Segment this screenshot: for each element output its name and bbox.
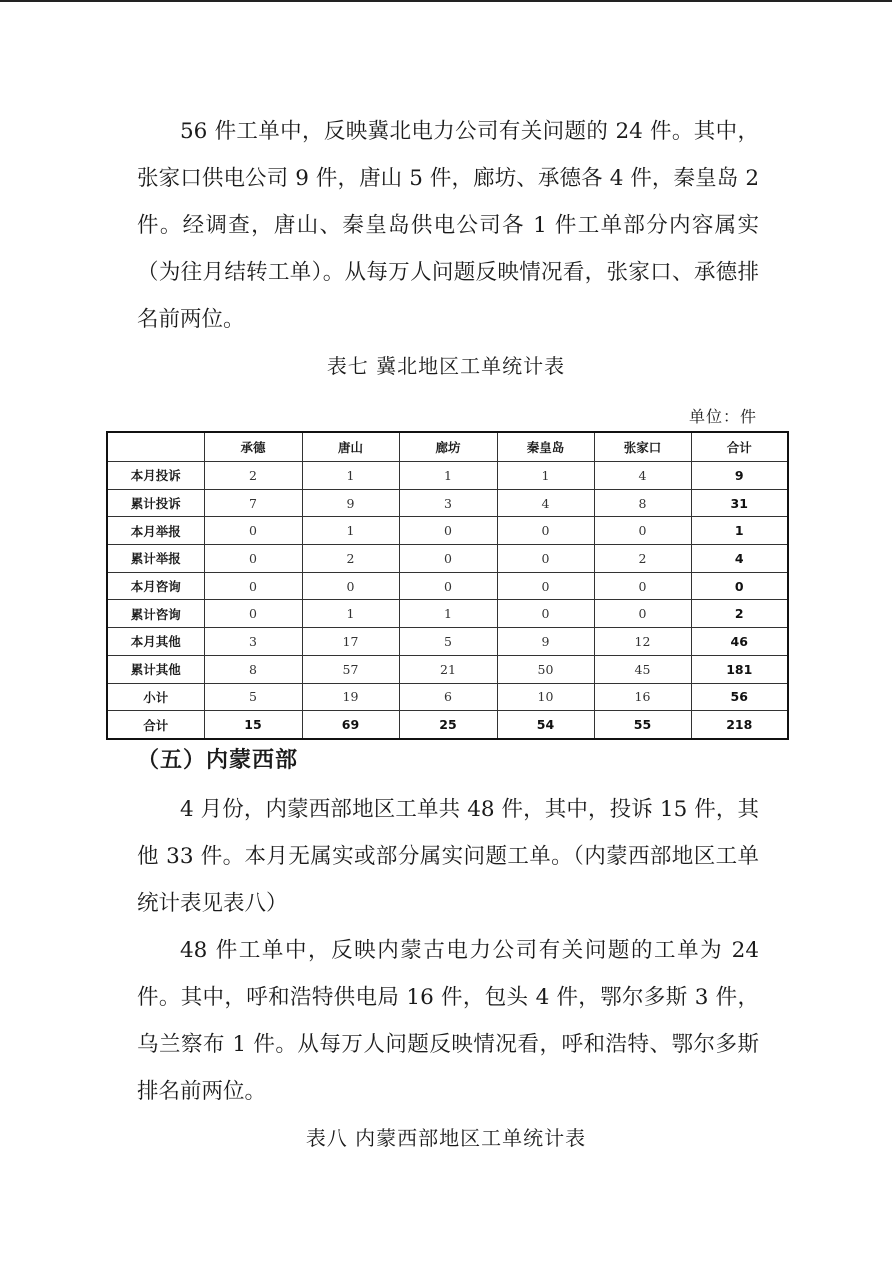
table-cell: 19 [302,683,399,711]
table-cell: 2 [204,462,302,490]
sum-cell: 69 [302,711,399,739]
table-cell: 4 [497,489,594,517]
row-label: 累计其他 [107,655,204,683]
table-cell: 0 [399,517,497,545]
table-row [107,517,788,545]
table-cell: 8 [594,489,691,517]
table7-jibei-statistics [106,431,789,740]
row-total-cell: 46 [691,628,788,656]
row-total-cell: 56 [691,683,788,711]
table-cell: 12 [594,628,691,656]
table-row [107,683,788,711]
table-cell: 2 [302,545,399,573]
table7-caption: 表七 冀北地区工单统计表 [326,354,566,378]
table-header-row [107,432,788,462]
table-cell: 3 [204,628,302,656]
table-row [107,628,788,656]
corner-cell [107,432,204,462]
paragraph-neimeng-detail: 48 件工单中，反映内蒙古电力公司有关问题的工单为 24 件。其中，呼和浩特供电局 16 件，包头 4 件，鄂尔多斯 3 件，乌兰察布 1 件。从每万人问题反映情况看，呼和浩特、鄂尔多斯排名前两位。 [137,938,759,1104]
table-cell: 21 [399,655,497,683]
table-cell: 1 [302,462,399,490]
table-cell: 0 [399,545,497,573]
column-header: 张家口 [594,432,691,462]
table-cell: 2 [594,545,691,573]
table-cell: 5 [204,683,302,711]
table-cell: 0 [594,572,691,600]
table-cell: 0 [594,600,691,628]
row-label: 累计举报 [107,545,204,573]
table-cell: 1 [302,600,399,628]
table7-unit: 单位：件 [688,407,757,426]
table-cell: 4 [594,462,691,490]
table-cell: 0 [497,545,594,573]
row-label: 本月举报 [107,517,204,545]
table-cell: 1 [399,462,497,490]
table-cell: 8 [204,655,302,683]
grand-total-cell: 218 [691,711,788,739]
table-row [107,462,788,490]
table-cell: 16 [594,683,691,711]
column-header: 承德 [204,432,302,462]
sum-cell: 54 [497,711,594,739]
table-cell: 0 [302,572,399,600]
row-total-cell: 181 [691,655,788,683]
paragraph-neimeng-summary: 4 月份，内蒙西部地区工单共 48 件，其中，投诉 15 件，其他 33 件。本月无属实或部分属实问题工单。（内蒙西部地区工单统计表见表八） [137,797,759,916]
table-cell: 7 [204,489,302,517]
sum-cell: 55 [594,711,691,739]
column-header: 合计 [691,432,788,462]
row-total-cell: 1 [691,517,788,545]
sum-cell: 15 [204,711,302,739]
row-total-cell: 0 [691,572,788,600]
table-cell: 1 [399,600,497,628]
table-cell: 1 [302,517,399,545]
table-row [107,545,788,573]
table-cell: 10 [497,683,594,711]
column-header: 廊坊 [399,432,497,462]
table-cell: 6 [399,683,497,711]
row-label: 累计咨询 [107,600,204,628]
row-label: 本月其他 [107,628,204,656]
table-cell: 0 [204,517,302,545]
table-cell: 0 [399,572,497,600]
table-cell: 57 [302,655,399,683]
table-cell: 0 [204,572,302,600]
table-cell: 0 [594,517,691,545]
row-label: 合计 [107,711,204,739]
table-cell: 0 [204,545,302,573]
paragraph-jibei-summary: 56 件工单中，反映冀北电力公司有关问题的 24 件。其中，张家口供电公司 9 件，唐山 5 件，廊坊、承德各 4 件，秦皇岛 2 件。经调查，唐山、秦皇岛供电公司各 1 件工单部分内容属实（为往月结转工单）。从每万人问题反映情况看，张家口、承德排名前两位。 [137,119,759,332]
sum-cell: 25 [399,711,497,739]
row-label: 累计投诉 [107,489,204,517]
table-row [107,600,788,628]
row-label: 本月咨询 [107,572,204,600]
table-cell: 1 [497,462,594,490]
table-cell: 9 [497,628,594,656]
table8-caption: 表八 内蒙西部地区工单统计表 [305,1126,587,1150]
table-cell: 5 [399,628,497,656]
table-cell: 0 [204,600,302,628]
table-cell: 50 [497,655,594,683]
table-cell: 9 [302,489,399,517]
row-total-cell: 4 [691,545,788,573]
table-cell: 0 [497,572,594,600]
section-heading-neimeng-west: （五）内蒙西部 [137,748,299,773]
table-cell: 17 [302,628,399,656]
table-row [107,655,788,683]
row-total-cell: 9 [691,462,788,490]
table-row [107,489,788,517]
table-cell: 0 [497,600,594,628]
column-header: 秦皇岛 [497,432,594,462]
table-cell: 3 [399,489,497,517]
table-cell: 45 [594,655,691,683]
table-row [107,572,788,600]
table-cell: 0 [497,517,594,545]
row-total-cell: 2 [691,600,788,628]
row-total-cell: 31 [691,489,788,517]
page-top-border [0,0,892,2]
table-sum-row [107,711,788,739]
row-label: 本月投诉 [107,462,204,490]
column-header: 唐山 [302,432,399,462]
row-label: 小计 [107,683,204,711]
